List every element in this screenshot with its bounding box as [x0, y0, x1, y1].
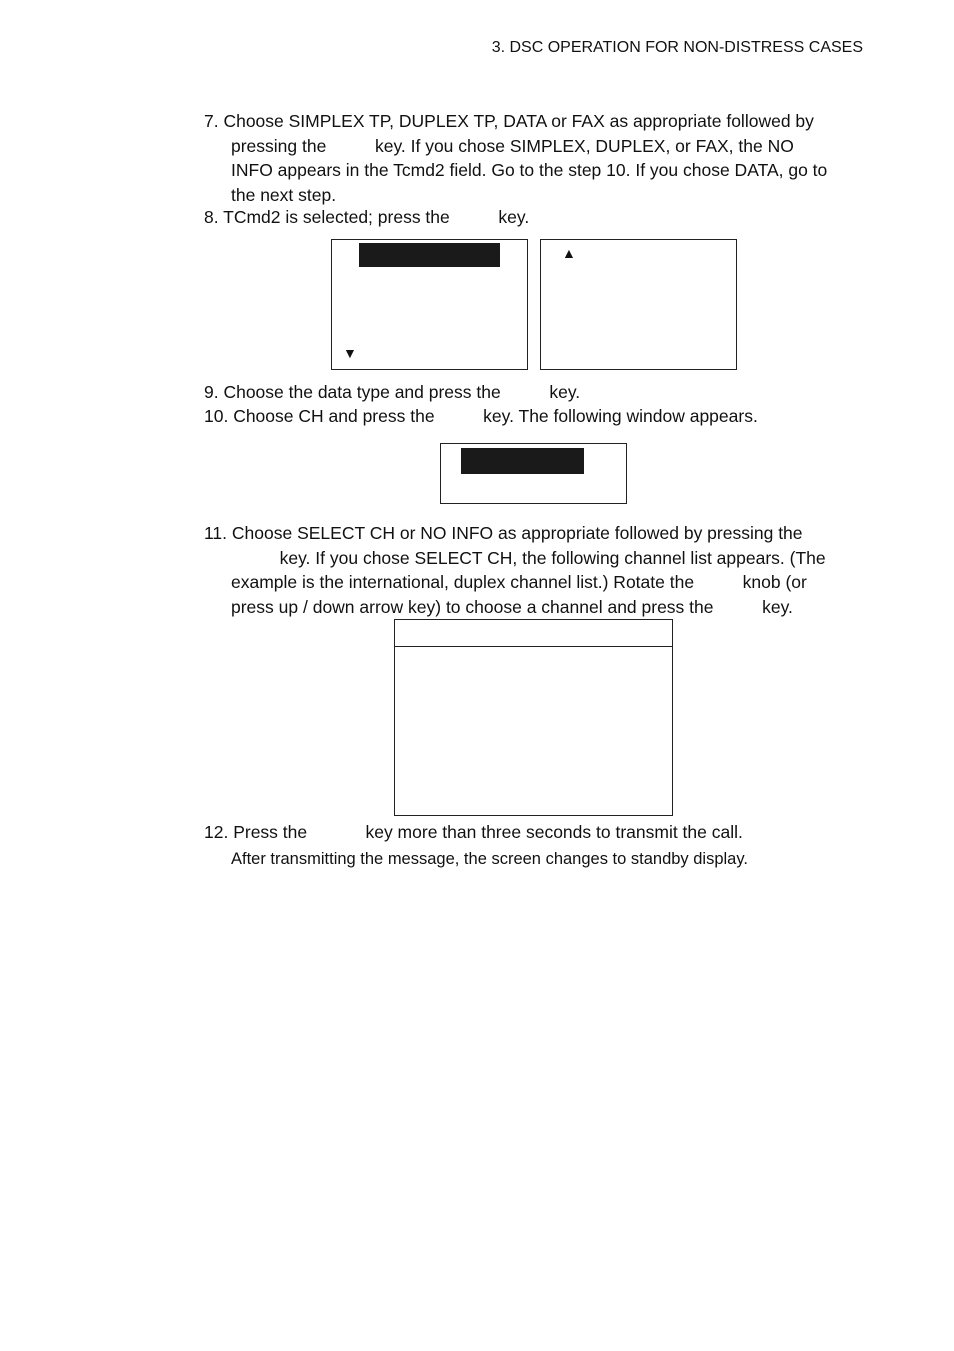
step-11-line-2: key. If you chose SELECT CH, the following channel list appears. (The — [231, 547, 826, 568]
channel-list-divider — [395, 646, 672, 647]
step-7-line-3: INFO appears in the Tcmd2 field. Go to the step 10. If you chose DATA, go to — [231, 160, 828, 180]
step-11 — [204, 521, 826, 619]
data-type-window-right — [540, 239, 737, 370]
page-header: 3. DSC OPERATION FOR NON-DISTRESS CASES — [491, 39, 863, 56]
step-11-line-4: press up / down arrow key) to choose a channel and press the key. — [231, 596, 793, 617]
data-type-window-left — [331, 239, 528, 370]
scroll-up-icon: ▲ — [562, 245, 576, 261]
step-7-line-2: pressing the key. If you chose SIMPLEX, DUPLEX, or FAX, the NO — [231, 135, 794, 156]
scroll-down-icon: ▼ — [343, 345, 357, 361]
channel-option-window — [440, 443, 627, 504]
step-7 — [204, 109, 827, 207]
step-11-line-3: example is the international, duplex channel list.) Rotate the knob (or — [231, 572, 807, 592]
selected-row-highlight — [359, 243, 500, 267]
step-10: 10. Choose CH and press the key. The following window appears. — [204, 406, 758, 426]
step-11-line-1: 11. Choose SELECT CH or NO INFO as appropriate followed by pressing the — [204, 523, 803, 543]
step-12 — [204, 820, 748, 871]
step-12-line-1: 12. Press the key more than three seconds to transmit the call. — [204, 822, 743, 842]
step-7-line-4: the next step. — [231, 184, 337, 205]
channel-list-window — [394, 619, 673, 816]
step-9: 9. Choose the data type and press the key. — [204, 382, 581, 402]
selected-option-highlight — [461, 448, 584, 474]
step-7-line-1: 7. Choose SIMPLEX TP, DUPLEX TP, DATA or FAX as appropriate followed by — [204, 111, 814, 131]
step-8: 8. TCmd2 is selected; press the key. — [204, 207, 530, 227]
step-12-line-2: After transmitting the message, the screen changes to standby display. — [231, 849, 748, 868]
